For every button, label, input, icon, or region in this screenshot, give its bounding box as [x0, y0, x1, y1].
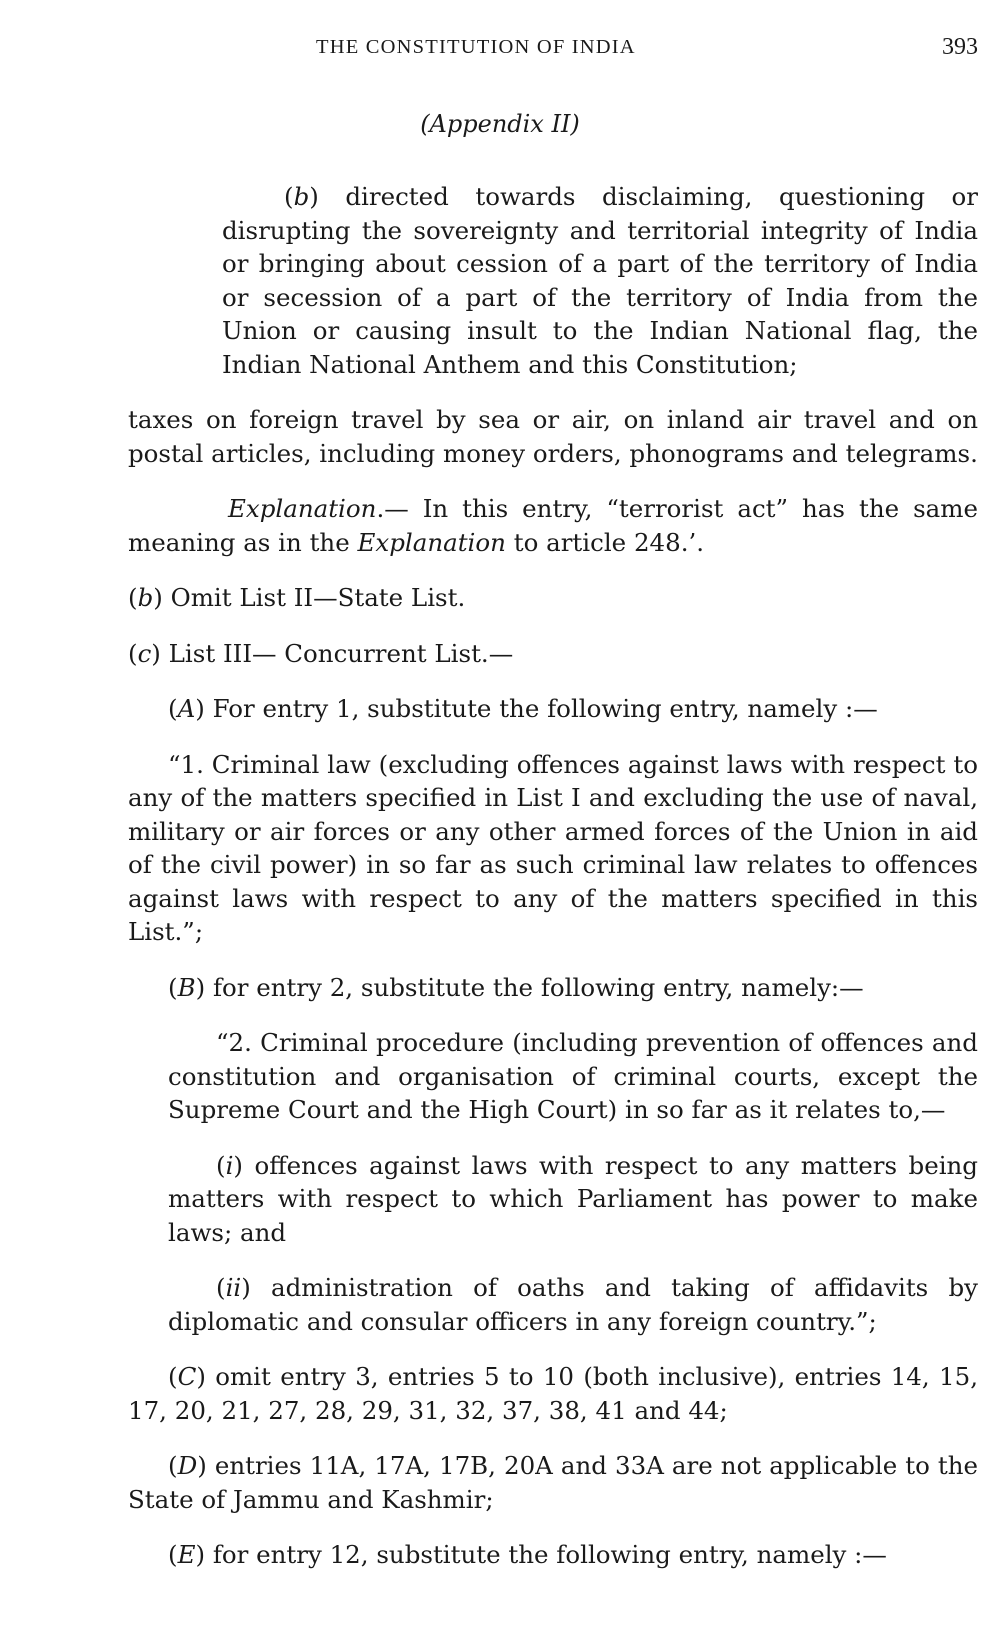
clause-marker: E — [177, 1540, 196, 1569]
clause-marker: D — [177, 1451, 198, 1480]
page-header — [0, 36, 1000, 72]
clause-D-not-applicable: (D) entries 11A, 17A, 17B, 20A and 33A are not applicable to the State of Jammu and Kashmir; — [128, 1451, 978, 1514]
appendix-label: (Appendix II) — [420, 110, 580, 138]
taxes-paragraph — [128, 403, 978, 470]
explanation-text-a: .— In this entry, “terrorist act” has the same meaning as in the — [128, 494, 978, 557]
document-body — [128, 180, 978, 1572]
explanation-paragraph — [128, 492, 978, 559]
clause-text: Omit List II—State List. — [170, 583, 466, 612]
clause-text: administration of oaths and taking of affidavits by diplomatic and consular officers in any foreign country.”; — [168, 1273, 978, 1336]
clause-marker: c — [137, 638, 152, 668]
clause-b-terrorist: (b) directed towards disclaiming, questioning or disrupting the sovereignty and territorial integrity of India or bringing about cession of a part of the territory of India or secession of a part of the territory of India from the Union or causing insult to the Indian National flag, the Indian National Anthem and this Constitution; — [222, 182, 978, 379]
entry-text: “1. Criminal law (excluding offences against laws with respect to any of the matters specified in List I and excluding the use of naval, military or air forces or any other armed forces of the Union in aid of the civil power) in so far as such criminal law relates to offences against laws with respect to any of the matters specified in this List.”; — [128, 749, 978, 946]
running-head: THE CONSTITUTION OF INDIA — [316, 36, 636, 58]
explanation-text-b: to article 248.’. — [513, 527, 705, 557]
clause-marker: B — [177, 972, 196, 1002]
clause-text: for entry 2, substitute the following entry, namely:— — [212, 972, 864, 1002]
paragraph-text: taxes on foreign travel by sea or air, on inland air travel and on postal articles, including money orders, phonograms and telegrams. — [128, 405, 978, 468]
clause-text: for entry 12, substitute the following entry, namely :— — [212, 1540, 887, 1569]
clause-E-entry12: (E) for entry 12, substitute the following entry, namely :— — [168, 1540, 887, 1569]
clause-marker: A — [177, 694, 196, 723]
clause-marker: C — [177, 1362, 197, 1391]
clause-A-entry1: (A) For entry 1, substitute the following entry, namely :— — [168, 694, 878, 723]
entry-1-text — [128, 748, 978, 949]
clause-marker: b — [293, 182, 310, 211]
entry-text: “2. Criminal procedure (including prevention of offences and constitution and organisation of criminal courts, except the Supreme Court and the High Court) in so far as it relates to,— — [168, 1028, 978, 1124]
entry-2-text — [168, 1026, 978, 1127]
clause-C-omit-entries: (C) omit entry 3, entries 5 to 10 (both inclusive), entries 14, 15, 17, 20, 21, 27, 28, 29, 31, 32, 37, 38, 41 and 44; — [128, 1362, 978, 1425]
clause-b-omit: (b) Omit List II—State List. — [128, 583, 466, 612]
page-number: 393 — [942, 34, 978, 60]
clause-c-concurrent: (c) List III— Concurrent List.— — [128, 638, 514, 668]
explanation-label: Explanation — [228, 494, 377, 523]
explanation-label-2: Explanation — [357, 527, 506, 557]
clause-text: entries 11A, 17A, 17B, 20A and 33A are not applicable to the State of Jammu and Kashmir; — [128, 1451, 978, 1514]
clause-marker: ii — [225, 1273, 242, 1302]
clause-B-entry2: (B) for entry 2, substitute the following entry, namely:— — [168, 972, 864, 1002]
clause-text: offences against laws with respect to any matters being matters with respect to which Parliament has power to make laws; and — [168, 1150, 978, 1247]
clause-marker: b — [137, 583, 154, 612]
clause-text: For entry 1, substitute the following entry, namely :— — [212, 694, 878, 723]
clause-text: omit entry 3, entries 5 to 10 (both inclusive), entries 14, 15, 17, 20, 21, 27, 28, 29, 31, 32, 37, 38, 41 and 44; — [128, 1362, 978, 1425]
clause-text: directed towards disclaiming, questioning or disrupting the sovereignty and territorial integrity of India or bringing about cession of a part of the territory of India or secession of a part of the territory of India from the Union or causing insult to the Indian National flag, the Indian National Anthem and this Constitution; — [222, 182, 978, 379]
clause-text: List III— Concurrent List.— — [168, 638, 514, 668]
clause-marker: i — [225, 1150, 234, 1180]
subclause-i: (i) offences against laws with respect to any matters being matters with respect to which Parliament has power to make laws; and — [168, 1150, 978, 1247]
subclause-ii: (ii) administration of oaths and taking of affidavits by diplomatic and consular officers in any foreign country.”; — [168, 1273, 978, 1336]
